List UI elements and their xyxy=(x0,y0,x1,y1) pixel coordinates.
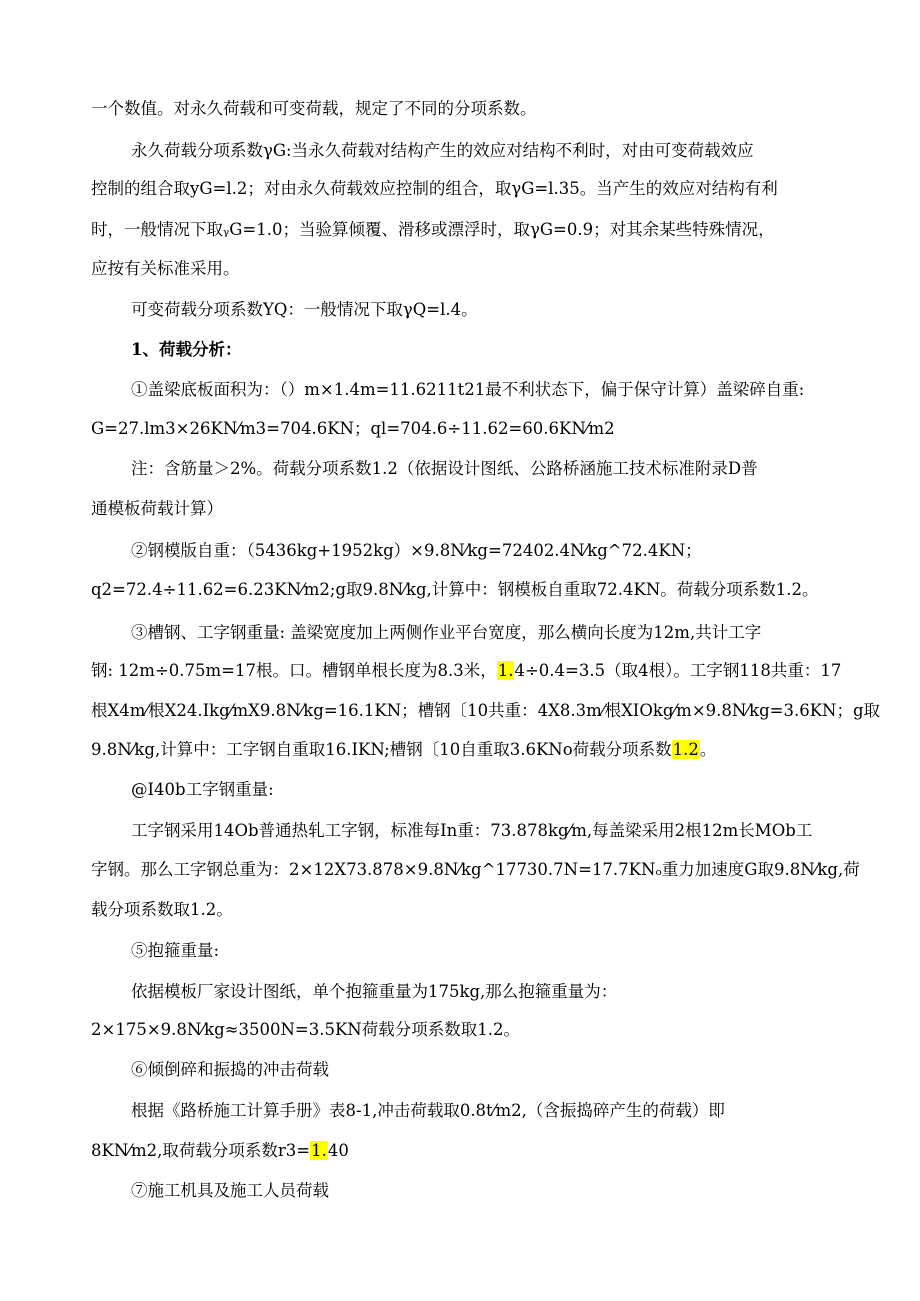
subsection-title: ⑥倾倒碎和振捣的冲击荷载 xyxy=(131,1060,329,1079)
highlighted-text: 1. xyxy=(497,661,514,680)
subsection-title: ⑤抱箍重量: xyxy=(131,941,220,960)
paragraph-line: ①盖梁底板面积为：（）m×1.4m=11.6211t21最不利状态下，偏于保守计算）盖梁碎自重: xyxy=(131,380,805,399)
paragraph-line: 控制的组合取yG=l.2；对由永久荷载效应控制的组合，取γG=l.35。当产生的效应对结构有利 xyxy=(91,179,778,198)
note-line: 通模板荷载计算） xyxy=(91,499,223,518)
text-run: 。 xyxy=(699,740,717,759)
subsection-title: ⑦施工机具及施工人员荷载 xyxy=(131,1181,329,1200)
text-run: 8KN⁄m2,取荷载分项系数r3= xyxy=(91,1141,311,1160)
paragraph-line: 字钢。那么工字钢总重为：2×12X73.878×9.8N⁄kg^17730.7N=17.7KNₒ重力加速度G取9.8N⁄kg,荷 xyxy=(91,860,860,879)
text-run: 9.8N⁄kg,计算中：工字钢自重取16.IKN;槽钢〔10自重取3.6KNo荷载分项系数 xyxy=(91,740,672,759)
paragraph-line: 可变荷载分项系数YQ：一般情况下取γQ=l.4。 xyxy=(131,300,478,319)
paragraph-line: q2=72.4÷11.62=6.23KN⁄m2;g取9.8N⁄kg,计算中：钢模板自重取72.4KN。荷载分项系数1.2。 xyxy=(91,580,819,599)
paragraph-line: 应按有关标准采用。 xyxy=(91,259,240,278)
paragraph-line xyxy=(91,1140,349,1162)
paragraph-line: 2×175×9.8N⁄kg≈3500N=3.5KN荷载分项系数取1.2。 xyxy=(91,1020,520,1039)
highlighted-text: 1. xyxy=(311,1141,327,1160)
paragraph-line: 一个数值。对永久荷载和可变荷载，规定了不同的分项系数。 xyxy=(91,99,537,118)
paragraph-line: ②钢模版自重：（5436kg+1952kg）×9.8N⁄kg=72402.4N⁄kg^72.4KN； xyxy=(131,541,702,560)
highlighted-text: 1.2 xyxy=(672,740,699,759)
paragraph-line: G=27.lm3×26KN⁄m3=704.6KN；ql=704.6÷11.62=60.6KN⁄m2 xyxy=(91,419,615,438)
paragraph-line: 根X4m⁄根X24.Ikg⁄mX9.8N⁄kg=16.1KN；槽钢〔10共重：4X8.3m⁄根XIOkg⁄m×9.8N⁄kg=3.6KN；g取 xyxy=(91,701,881,720)
paragraph-line: 依据模板厂家设计图纸，单个抱箍重量为175kg,那么抱箍重量为： xyxy=(131,982,618,1001)
text-run: 4÷0.4=3.5（取4根）。工字钢118共重：17 xyxy=(514,661,842,680)
paragraph-line: 永久荷载分项系数γG:当永久荷载对结构产生的效应对结构不利时，对由可变荷载效应 xyxy=(131,141,754,160)
paragraph-line xyxy=(91,660,841,682)
paragraph-line: 工字钢采用14Ob普通热轧工字钢，标准每In重：73.878kg⁄m,每盖梁采用2根12m长MOb工 xyxy=(131,821,813,840)
note-line: 注：含筋量＞2%。荷载分项系数1.2（依据设计图纸、公路桥涵施工技术标准附录D普 xyxy=(131,459,758,478)
subsection-title: @I40b工字钢重量: xyxy=(131,780,274,799)
paragraph-line: 根据《路桥施工计算手册》表8-1,冲击荷载取0.8t⁄m2,（含振捣碎产生的荷载）即 xyxy=(131,1101,725,1120)
paragraph-line: 时，一般情况下取ᵧG=1.0；当验算倾覆、滑移或漂浮时，取γG=0.9；对其余某些特殊情况， xyxy=(91,220,775,239)
section-heading: 1、荷载分析： xyxy=(131,340,242,359)
text-run: 钢: 12m÷0.75m=17根。口。槽钢单根长度为8.3米， xyxy=(91,661,497,680)
paragraph-line: ③槽钢、工字钢重量: 盖梁宽度加上两侧作业平台宽度，那么横向长度为12m,共计工字 xyxy=(131,623,762,642)
paragraph-line xyxy=(91,739,716,761)
text-run: 40 xyxy=(327,1141,349,1160)
paragraph-line: 载分项系数取1.2。 xyxy=(91,900,233,919)
